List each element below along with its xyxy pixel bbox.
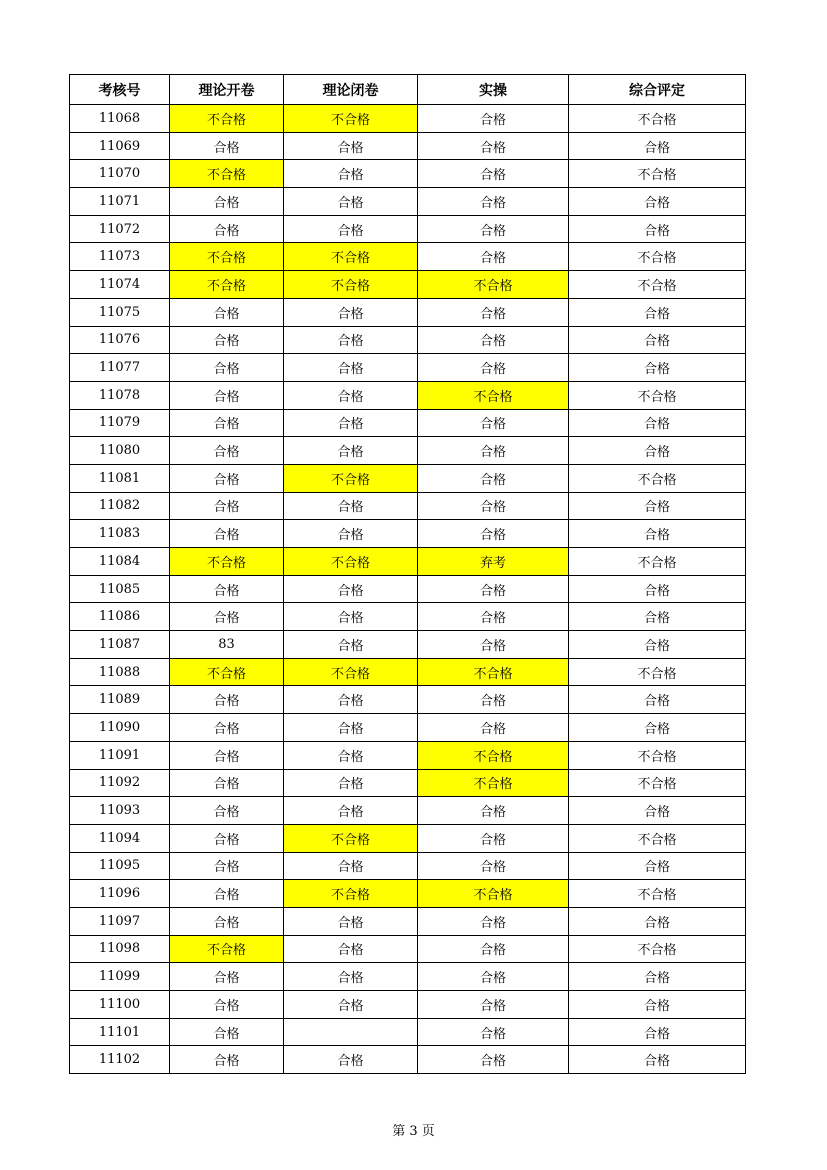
cell-theory-open: 合格 <box>170 464 284 492</box>
cell-overall: 不合格 <box>569 935 746 963</box>
cell-overall: 合格 <box>569 686 746 714</box>
cell-theory-closed: 不合格 <box>284 105 418 133</box>
cell-practical: 不合格 <box>418 271 569 299</box>
table-row <box>70 686 746 714</box>
cell-theory-closed: 合格 <box>284 963 418 991</box>
cell-exam-id: 11070 <box>70 160 170 188</box>
cell-overall: 合格 <box>569 575 746 603</box>
cell-exam-id: 11077 <box>70 354 170 382</box>
cell-theory-open: 合格 <box>170 409 284 437</box>
cell-overall: 合格 <box>569 963 746 991</box>
table-row <box>70 326 746 354</box>
cell-theory-open: 不合格 <box>170 271 284 299</box>
cell-theory-closed: 合格 <box>284 409 418 437</box>
cell-overall: 不合格 <box>569 243 746 271</box>
cell-theory-open: 合格 <box>170 824 284 852</box>
cell-exam-id: 11087 <box>70 631 170 659</box>
cell-overall: 不合格 <box>569 160 746 188</box>
cell-practical: 合格 <box>418 105 569 133</box>
cell-practical: 合格 <box>418 907 569 935</box>
table-row <box>70 824 746 852</box>
cell-exam-id: 11097 <box>70 907 170 935</box>
cell-practical: 合格 <box>418 409 569 437</box>
cell-overall: 合格 <box>569 215 746 243</box>
cell-theory-closed: 合格 <box>284 935 418 963</box>
cell-theory-open: 合格 <box>170 381 284 409</box>
cell-theory-open: 合格 <box>170 603 284 631</box>
cell-theory-open: 合格 <box>170 1046 284 1074</box>
cell-theory-closed: 合格 <box>284 686 418 714</box>
cell-exam-id: 11081 <box>70 464 170 492</box>
cell-practical: 合格 <box>418 298 569 326</box>
cell-overall: 合格 <box>569 714 746 742</box>
cell-overall: 合格 <box>569 354 746 382</box>
cell-exam-id: 11080 <box>70 437 170 465</box>
cell-theory-closed: 不合格 <box>284 658 418 686</box>
cell-overall: 不合格 <box>569 548 746 576</box>
cell-theory-closed: 不合格 <box>284 243 418 271</box>
cell-theory-closed: 合格 <box>284 631 418 659</box>
cell-theory-closed: 不合格 <box>284 880 418 908</box>
cell-exam-id: 11068 <box>70 105 170 133</box>
cell-theory-open: 合格 <box>170 769 284 797</box>
cell-practical: 不合格 <box>418 769 569 797</box>
cell-theory-closed: 合格 <box>284 188 418 216</box>
cell-theory-open: 合格 <box>170 354 284 382</box>
table-row <box>70 935 746 963</box>
header-exam-id: 考核号 <box>70 75 170 105</box>
cell-theory-closed: 合格 <box>284 603 418 631</box>
cell-overall: 合格 <box>569 631 746 659</box>
cell-practical: 合格 <box>418 631 569 659</box>
cell-practical: 合格 <box>418 797 569 825</box>
table-row <box>70 105 746 133</box>
cell-overall: 合格 <box>569 298 746 326</box>
table-row <box>70 769 746 797</box>
cell-exam-id: 11095 <box>70 852 170 880</box>
cell-theory-closed: 不合格 <box>284 548 418 576</box>
cell-theory-open: 合格 <box>170 714 284 742</box>
cell-theory-closed: 合格 <box>284 907 418 935</box>
cell-overall: 合格 <box>569 520 746 548</box>
cell-theory-open: 合格 <box>170 188 284 216</box>
table-row <box>70 354 746 382</box>
cell-theory-closed: 合格 <box>284 714 418 742</box>
cell-theory-open: 不合格 <box>170 105 284 133</box>
cell-overall: 合格 <box>569 326 746 354</box>
cell-theory-closed: 合格 <box>284 381 418 409</box>
cell-theory-closed: 合格 <box>284 354 418 382</box>
cell-overall: 不合格 <box>569 464 746 492</box>
cell-theory-open: 83 <box>170 631 284 659</box>
cell-theory-closed: 合格 <box>284 741 418 769</box>
cell-overall: 不合格 <box>569 824 746 852</box>
table-row <box>70 658 746 686</box>
cell-practical: 合格 <box>418 935 569 963</box>
cell-exam-id: 11086 <box>70 603 170 631</box>
cell-practical: 合格 <box>418 1018 569 1046</box>
table-row <box>70 298 746 326</box>
table-row <box>70 852 746 880</box>
cell-exam-id: 11099 <box>70 963 170 991</box>
cell-practical: 不合格 <box>418 741 569 769</box>
cell-exam-id: 11098 <box>70 935 170 963</box>
table-row <box>70 188 746 216</box>
cell-exam-id: 11072 <box>70 215 170 243</box>
table-row <box>70 132 746 160</box>
cell-theory-closed: 不合格 <box>284 464 418 492</box>
cell-exam-id: 11071 <box>70 188 170 216</box>
cell-practical: 合格 <box>418 603 569 631</box>
cell-theory-closed: 不合格 <box>284 271 418 299</box>
table-row <box>70 464 746 492</box>
table-row <box>70 215 746 243</box>
results-table <box>69 74 746 1074</box>
cell-theory-closed: 合格 <box>284 520 418 548</box>
cell-overall: 合格 <box>569 1018 746 1046</box>
table-row <box>70 437 746 465</box>
table-row <box>70 1018 746 1046</box>
table-body <box>70 105 746 1074</box>
table-row <box>70 991 746 1019</box>
cell-theory-open: 合格 <box>170 520 284 548</box>
cell-theory-open: 合格 <box>170 326 284 354</box>
cell-theory-closed: 合格 <box>284 215 418 243</box>
cell-theory-open: 合格 <box>170 852 284 880</box>
cell-theory-open: 合格 <box>170 437 284 465</box>
cell-theory-closed: 合格 <box>284 326 418 354</box>
cell-overall: 不合格 <box>569 105 746 133</box>
cell-theory-closed: 合格 <box>284 1046 418 1074</box>
cell-theory-open: 合格 <box>170 686 284 714</box>
cell-theory-closed: 合格 <box>284 852 418 880</box>
cell-theory-open: 不合格 <box>170 935 284 963</box>
cell-theory-open: 合格 <box>170 1018 284 1046</box>
header-theory-open: 理论开卷 <box>170 75 284 105</box>
cell-practical: 合格 <box>418 437 569 465</box>
cell-exam-id: 11079 <box>70 409 170 437</box>
cell-theory-open: 合格 <box>170 215 284 243</box>
table-row <box>70 271 746 299</box>
cell-theory-open: 合格 <box>170 575 284 603</box>
table-row <box>70 381 746 409</box>
page-number: 第 3 页 <box>392 1124 435 1139</box>
cell-exam-id: 11092 <box>70 769 170 797</box>
table-row <box>70 880 746 908</box>
table-row <box>70 1046 746 1074</box>
table-row <box>70 631 746 659</box>
cell-practical: 合格 <box>418 1046 569 1074</box>
table-row <box>70 548 746 576</box>
cell-theory-open: 合格 <box>170 298 284 326</box>
cell-overall: 不合格 <box>569 880 746 908</box>
cell-exam-id: 11069 <box>70 132 170 160</box>
cell-theory-closed: 合格 <box>284 132 418 160</box>
cell-exam-id: 11101 <box>70 1018 170 1046</box>
table-row <box>70 741 746 769</box>
cell-practical: 合格 <box>418 160 569 188</box>
cell-practical: 合格 <box>418 188 569 216</box>
cell-exam-id: 11074 <box>70 271 170 299</box>
cell-practical: 不合格 <box>418 658 569 686</box>
table-row <box>70 409 746 437</box>
cell-theory-open: 不合格 <box>170 548 284 576</box>
cell-exam-id: 11100 <box>70 991 170 1019</box>
cell-practical: 合格 <box>418 354 569 382</box>
header-practical: 实操 <box>418 75 569 105</box>
cell-practical: 合格 <box>418 575 569 603</box>
cell-theory-open: 合格 <box>170 907 284 935</box>
cell-overall: 合格 <box>569 991 746 1019</box>
cell-theory-open: 合格 <box>170 492 284 520</box>
cell-overall: 不合格 <box>569 658 746 686</box>
table-row <box>70 160 746 188</box>
cell-practical: 合格 <box>418 824 569 852</box>
cell-exam-id: 11096 <box>70 880 170 908</box>
cell-theory-closed: 合格 <box>284 797 418 825</box>
table-row <box>70 575 746 603</box>
cell-theory-open: 合格 <box>170 880 284 908</box>
cell-practical: 不合格 <box>418 381 569 409</box>
cell-theory-open: 合格 <box>170 797 284 825</box>
cell-exam-id: 11093 <box>70 797 170 825</box>
cell-overall: 合格 <box>569 409 746 437</box>
cell-overall: 不合格 <box>569 271 746 299</box>
cell-overall: 合格 <box>569 852 746 880</box>
cell-practical: 合格 <box>418 492 569 520</box>
cell-practical: 合格 <box>418 132 569 160</box>
cell-overall: 合格 <box>569 492 746 520</box>
cell-exam-id: 11094 <box>70 824 170 852</box>
cell-exam-id: 11082 <box>70 492 170 520</box>
cell-practical: 合格 <box>418 215 569 243</box>
cell-exam-id: 11102 <box>70 1046 170 1074</box>
cell-exam-id: 11091 <box>70 741 170 769</box>
cell-overall: 合格 <box>569 797 746 825</box>
table-row <box>70 797 746 825</box>
cell-exam-id: 11075 <box>70 298 170 326</box>
cell-theory-open: 合格 <box>170 991 284 1019</box>
cell-overall: 不合格 <box>569 741 746 769</box>
cell-theory-closed <box>284 1018 418 1046</box>
table-row <box>70 520 746 548</box>
table-row <box>70 492 746 520</box>
table-row <box>70 243 746 271</box>
cell-practical: 合格 <box>418 852 569 880</box>
cell-exam-id: 11089 <box>70 686 170 714</box>
cell-exam-id: 11076 <box>70 326 170 354</box>
cell-theory-closed: 合格 <box>284 769 418 797</box>
cell-theory-open: 合格 <box>170 963 284 991</box>
header-row <box>70 75 746 105</box>
cell-exam-id: 11084 <box>70 548 170 576</box>
cell-practical: 合格 <box>418 464 569 492</box>
table-row <box>70 603 746 631</box>
cell-overall: 合格 <box>569 907 746 935</box>
cell-theory-open: 不合格 <box>170 658 284 686</box>
cell-theory-open: 不合格 <box>170 243 284 271</box>
header-theory-closed: 理论闭卷 <box>284 75 418 105</box>
cell-practical: 合格 <box>418 326 569 354</box>
cell-theory-closed: 合格 <box>284 575 418 603</box>
cell-theory-closed: 合格 <box>284 160 418 188</box>
cell-theory-open: 合格 <box>170 132 284 160</box>
cell-overall: 合格 <box>569 188 746 216</box>
cell-exam-id: 11088 <box>70 658 170 686</box>
header-overall: 综合评定 <box>569 75 746 105</box>
cell-exam-id: 11078 <box>70 381 170 409</box>
cell-practical: 合格 <box>418 991 569 1019</box>
cell-exam-id: 11090 <box>70 714 170 742</box>
cell-theory-open: 不合格 <box>170 160 284 188</box>
cell-overall: 不合格 <box>569 769 746 797</box>
cell-overall: 合格 <box>569 437 746 465</box>
cell-practical: 合格 <box>418 520 569 548</box>
cell-overall: 合格 <box>569 1046 746 1074</box>
cell-exam-id: 11083 <box>70 520 170 548</box>
cell-theory-open: 合格 <box>170 741 284 769</box>
cell-exam-id: 11085 <box>70 575 170 603</box>
cell-practical: 弃考 <box>418 548 569 576</box>
cell-exam-id: 11073 <box>70 243 170 271</box>
cell-overall: 合格 <box>569 603 746 631</box>
cell-practical: 合格 <box>418 963 569 991</box>
table-row <box>70 963 746 991</box>
cell-practical: 合格 <box>418 686 569 714</box>
cell-theory-closed: 合格 <box>284 437 418 465</box>
cell-overall: 合格 <box>569 132 746 160</box>
cell-theory-closed: 合格 <box>284 492 418 520</box>
cell-theory-closed: 合格 <box>284 298 418 326</box>
cell-practical: 不合格 <box>418 880 569 908</box>
table-row <box>70 907 746 935</box>
cell-practical: 合格 <box>418 714 569 742</box>
cell-practical: 合格 <box>418 243 569 271</box>
cell-theory-closed: 合格 <box>284 991 418 1019</box>
table-row <box>70 714 746 742</box>
cell-overall: 不合格 <box>569 381 746 409</box>
cell-theory-closed: 不合格 <box>284 824 418 852</box>
